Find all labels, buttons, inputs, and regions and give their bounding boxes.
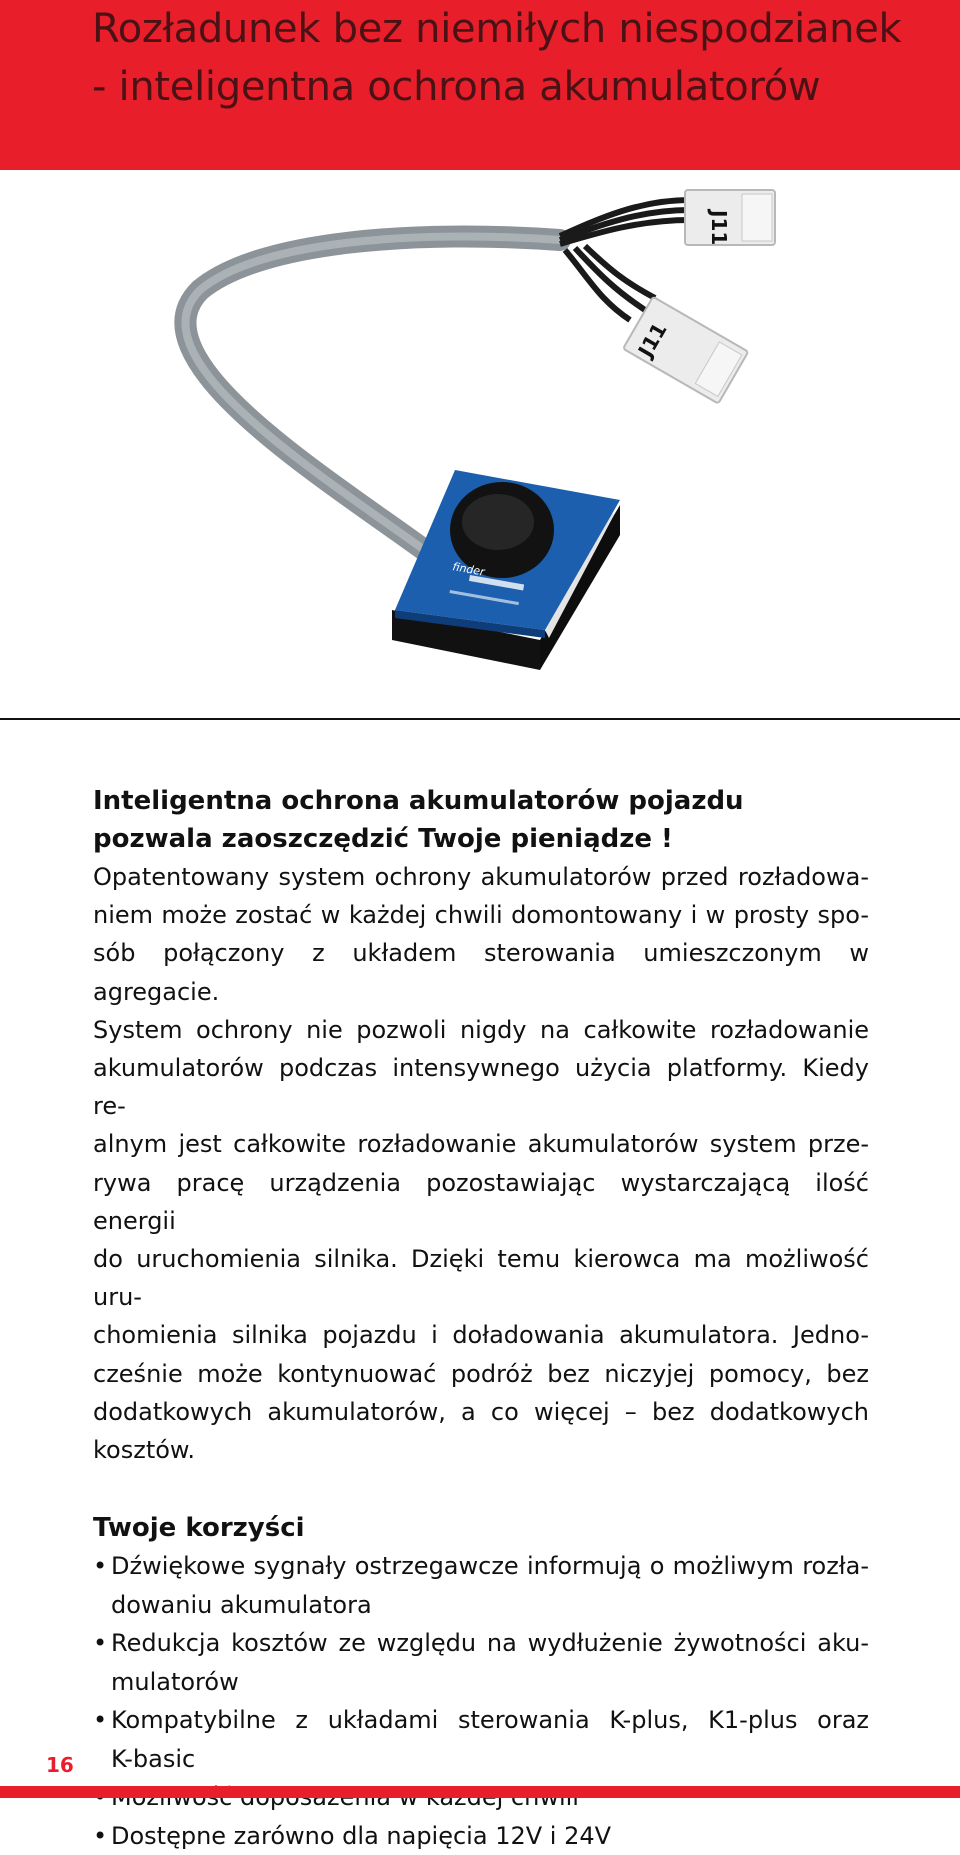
benefit-item — [93, 1701, 869, 1778]
body-line: chomienia silnika pojazdu i doładowania akumulatora. Jedno- — [93, 1321, 869, 1350]
benefit-item — [93, 1624, 869, 1701]
benefit-text: Kompatybilne z układami sterowania K-plus, K1-plus oraz — [111, 1706, 869, 1735]
bullet-icon: • — [93, 1706, 108, 1735]
body-line: alnym jest całkowite rozładowanie akumulatorów system prze- — [93, 1130, 869, 1159]
lead-heading — [93, 782, 869, 858]
svg-text:finder: finder — [451, 560, 486, 579]
product-photo — [0, 170, 960, 718]
bullet-icon: • — [93, 1552, 108, 1581]
connector-j11-bottom — [623, 297, 748, 404]
benefits-heading: Twoje korzyści — [93, 1513, 305, 1544]
article-content — [93, 782, 869, 1855]
battery-protection-device — [392, 470, 620, 670]
lead-line-2: pozwala zaoszczędzić Twoje pieniądze ! — [93, 824, 673, 854]
body-paragraph — [93, 858, 869, 1469]
body-line: dodatkowych akumulatorów, a co więcej – bez dodatkowych — [93, 1397, 869, 1426]
benefit-text: K-basic — [111, 1744, 196, 1773]
body-line: niem może zostać w każdej chwili domontowany i w prosty spo- — [93, 901, 869, 930]
body-line: rywa pracę urządzenia pozostawiając wystarczającą ilość energii — [93, 1168, 869, 1235]
benefits-list — [93, 1547, 869, 1855]
page-title-line-1: Rozładunek bez niemiłych niespodzianek — [92, 6, 902, 52]
bullet-icon: • — [93, 1821, 108, 1850]
body-line: System ochrony nie pozwoli nigdy na całkowite rozładowanie — [93, 1015, 869, 1044]
benefit-item — [93, 1547, 869, 1624]
body-line: do uruchomienia silnika. Dzięki temu kierowca ma możliwość uru- — [93, 1245, 869, 1312]
benefit-text: Dźwiękowe sygnały ostrzegawcze informują o możliwym rozła- — [111, 1552, 869, 1581]
body-line: cześnie może kontynuować podróż bez niczyjej pomocy, bez — [93, 1359, 869, 1388]
benefit-text: Dostępne zarówno dla napięcia 12V i 24V — [111, 1821, 612, 1850]
body-line: akumulatorów podczas intensywnego użycia platformy. Kiedy re- — [93, 1054, 869, 1121]
page-title — [92, 0, 901, 116]
benefit-text: mulatorów — [111, 1667, 239, 1696]
benefit-text: dowaniu akumulatora — [111, 1590, 372, 1619]
divider-rule — [0, 718, 960, 720]
body-line: sób połączony z układem sterowania umieszczonym w agregacie. — [93, 939, 869, 1006]
svg-text:J11: J11 — [633, 318, 672, 362]
header-banner — [0, 0, 960, 170]
benefit-text: Redukcja kosztów ze względu na wydłużenie żywotności aku- — [111, 1629, 869, 1658]
page-number: 16 — [46, 1753, 74, 1777]
body-line: kosztów. — [93, 1436, 195, 1465]
body-line: Opatentowany system ochrony akumulatorów przed rozładowa- — [93, 863, 869, 891]
bullet-icon: • — [93, 1629, 108, 1658]
footer-bar — [0, 1786, 960, 1798]
benefit-item — [93, 1817, 869, 1855]
svg-text:J11: J11 — [707, 210, 731, 246]
lead-line-1: Inteligentna ochrona akumulatorów pojazdu — [93, 786, 744, 816]
page-title-line-2: - inteligentna ochrona akumulatorów — [92, 64, 821, 110]
connector-j11-top — [685, 190, 775, 245]
